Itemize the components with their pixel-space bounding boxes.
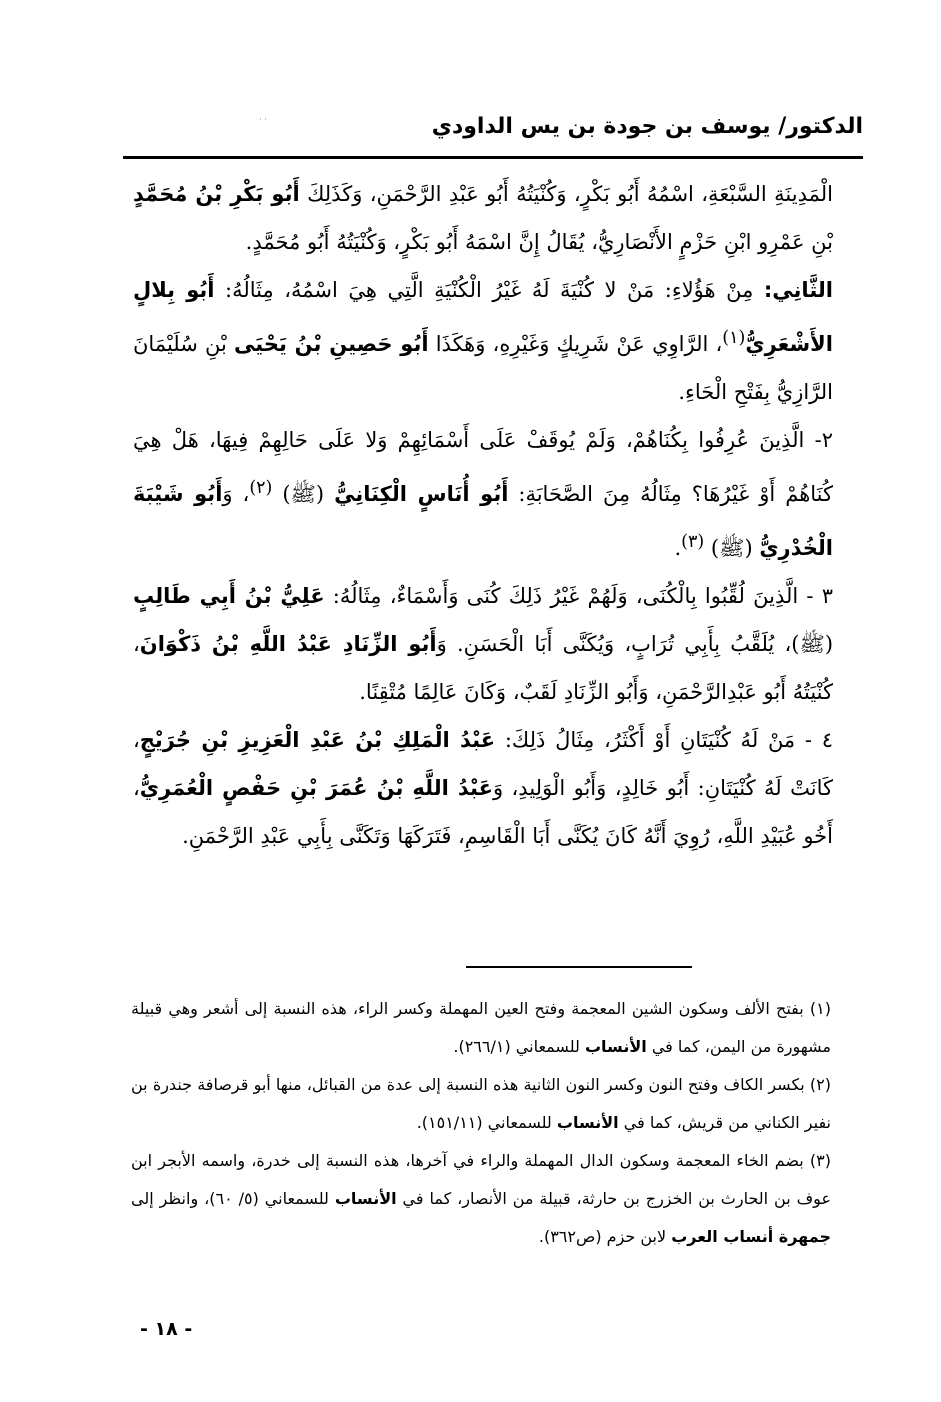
highlighted-name: أَبُو شَيْبَةَ الْخُدْرِيُّ — [133, 482, 833, 560]
footnote-ref: (١) — [722, 328, 746, 348]
highlighted-name: عَلِيُّ بْنُ أَبِي طَالِبٍ — [133, 584, 325, 608]
footnote-3: (٣) بضم الخاء المعجمة وسكون الدال المهملة والراء في آخرها، هذه النسبة إلى خدرة، واسمه الأبجر ابن عوف بن الحارث بن الخزرج بن حارثة، قبيلة من الأنصار، كما في الأنساب للسمعاني (٥/ ٦٠)، وانظر إلى جمهرة أنساب العرب لابن حزم (ص٣٦٢). — [131, 1151, 831, 1246]
highlighted-name: عَبْدُ الْمَلِكِ بْنُ عَبْدِ الْعَزِيزِ بْنِ جُرَيْجٍ — [139, 728, 496, 752]
highlighted-name: عَبْدُ اللَّهِ بْنُ عُمَرَ بْنِ حَفْصٍ الْعُمَرِيُّ — [139, 776, 493, 800]
section-label: الثَّانِي: — [763, 278, 833, 302]
paragraph-5: ٤ - مَنْ لَهُ كُنْيَتَانِ أَوْ أَكْثَرُ، مِثَالُ ذَلِكَ: عَبْدُ الْمَلِكِ بْنُ عَبْدِ الْعَزِيزِ بْنِ جُرَيْجٍ، كَانَتْ لَهُ كُنْيَتَانِ: أَبُو خَالِدٍ، وَأَبُو الْوَلِيدِ، وَعَبْدُ اللَّهِ بْنُ عُمَرَ بْنِ حَفْصٍ الْعُمَرِيُّ، أَخُو عُبَيْدِ اللَّهِ، رُوِيَ أَنَّهُ كَانَ يُكَنَّى أَبَا الْقَاسِمِ، فَتَرَكَهَا وَتَكَنَّى بِأَبِي عَبْدِ الرَّحْمَنِ. — [133, 728, 834, 848]
page-number: - ١٨ - — [140, 1318, 193, 1340]
footnote-1: (١) بفتح الألف وسكون الشين المعجمة وفتح العين المهملة وكسر الراء، هذه النسبة إلى أشعر وهي قبيلة مشهورة من اليمن، كما في الأنساب للسمعاني (٢٦٦/١). — [131, 999, 831, 1056]
footnote-ref: (٣) — [681, 532, 705, 552]
highlighted-name: أَبُو حَصِينِ بْنُ يَحْيَى — [234, 332, 429, 356]
book-title: الأنساب — [334, 1189, 397, 1208]
author-title: الدكتور/ يوسف بن جودة بن يس الداودي — [431, 114, 863, 139]
highlighted-name: أَبُو بَكْرِ بْنُ مُحَمَّدٍ — [133, 182, 300, 206]
book-title: الأنساب — [556, 1113, 619, 1132]
highlighted-name: أَبُو بِلالٍ الأَشْعَرِيُّ — [133, 278, 833, 356]
footnote-separator — [466, 966, 692, 968]
paragraph-1: الْمَدِينَةِ السَّبْعَةِ، اسْمُهُ أَبُو بَكْرٍ، وَكُنْيَتُهُ أَبُو عَبْدِ الرَّحْمَنِ، وَكَذَلِكَ أَبُو بَكْرِ بْنُ مُحَمَّدٍ بْنِ عَمْرِو ابْنِ حَزْمٍ الأَنْصَارِيُّ، يُقَالُ إِنَّ اسْمَهُ أَبُو بَكْرٍ، وَكُنْيَتُهُ أَبُو مُحَمَّدٍ. — [133, 182, 833, 254]
paragraph-3: ٢- الَّذِينَ عُرِفُوا بِكُنَاهُمْ، وَلَمْ يُوقَفْ عَلَى أَسْمَائِهِمْ وَلا عَلَى حَالِهِمْ فِيهَا، هَلْ هِيَ كُنَاهُمْ أَوْ غَيْرُهَا؟ مِثَالُهُ مِنَ الصَّحَابَةِ: أَبُو أُنَاسٍ الْكِنَانِيُّ (ﷺ) $^{(٢)}$، وَأَبُو شَيْبَةَ الْخُدْرِيُّ (ﷺ) $^{(٣)}$. — [133, 428, 834, 560]
footnotes — [131, 990, 831, 1256]
highlighted-name: أَبُو الزِّنَادِ عَبْدُ اللَّهِ بْنُ ذَكْوَانَ — [139, 632, 437, 656]
book-title: الأنساب — [584, 1037, 647, 1056]
footnote-2: (٢) بكسر الكاف وفتح النون وكسر النون الثانية هذه النسبة إلى عدة من القبائل، منها أبو قرصافة جندرة بن نفير الكناني من قريش، كما في الأنساب للسمعاني (١٥١/١١). — [131, 1075, 831, 1132]
scan-mark: ˙˙ — [258, 118, 268, 129]
highlighted-name: أَبُو أُنَاسٍ الْكِنَانِيُّ — [334, 482, 509, 506]
paragraph-4: ٣ - الَّذِينَ لُقِّبُوا بِالْكُنَى، وَلَهُمْ غَيْرُ ذَلِكَ كُنَى وَأَسْمَاءٌ، مِثَالُهُ: عَلِيُّ بْنُ أَبِي طَالِبٍ (ﷺ)، يُلَقَّبُ بِأَبِي تُرَابٍ، وَيُكَنَّى أَبَا الْحَسَنِ. وَأَبُو الزِّنَادِ عَبْدُ اللَّهِ بْنُ ذَكْوَانَ، كُنْيَتُهُ أَبُو عَبْدِالرَّحْمَنِ، وَأَبُو الزِّنَادِ لَقَبٌ، وَكَانَ عَالِمًا مُتْقِنًا. — [133, 584, 834, 704]
book-title: جمهرة أنساب العرب — [671, 1227, 831, 1246]
running-header — [123, 108, 863, 159]
footnote-ref: (٢) — [249, 478, 273, 498]
paragraph-2: الثَّانِي: مِنْ هَؤُلاءِ: مَنْ لا كُنْيَةَ لَهُ غَيْرُ الْكُنْيَةِ الَّتِي هِيَ اسْمُهُ، مِثَالُهُ: أَبُو بِلالٍ الأَشْعَرِيُّ$^{(١)}$، الرَّاوِي عَنْ شَرِيكٍ وَغَيْرِهِ، وَهَكَذَا أَبُو حَصِينِ بْنُ يَحْيَى بْنِ سُلَيْمَانَ الرَّازِيُّ بِفَتْحِ الْحَاءِ. — [133, 278, 833, 404]
main-text — [133, 170, 833, 860]
